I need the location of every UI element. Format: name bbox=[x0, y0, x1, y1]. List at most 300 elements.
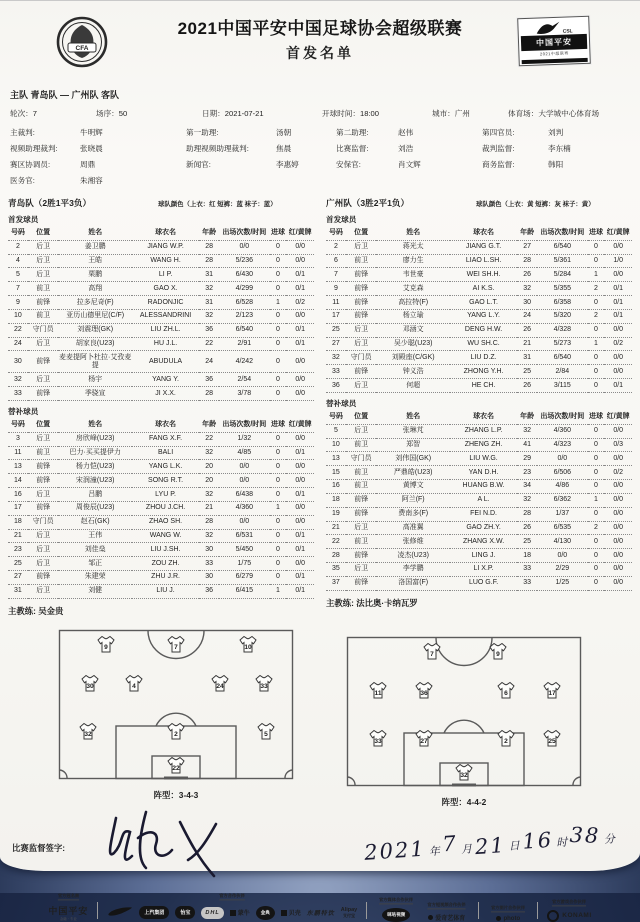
table-cell: 0/0 bbox=[604, 521, 632, 535]
table-cell: 4/242 bbox=[219, 351, 269, 373]
table-cell: LIU ZH.L. bbox=[132, 323, 199, 337]
table-cell: 守门员 bbox=[28, 515, 59, 529]
table-cell: 前锋 bbox=[346, 309, 377, 323]
table-cell: 13 bbox=[326, 452, 346, 466]
table-cell: 0 bbox=[270, 351, 287, 373]
table-cell: 1/75 bbox=[219, 557, 269, 571]
table-cell: 0/2 bbox=[286, 296, 314, 310]
match-info-item bbox=[322, 108, 432, 119]
table-cell: 后卫 bbox=[346, 521, 377, 535]
table-cell: 26 bbox=[517, 379, 537, 393]
player-shirt bbox=[370, 730, 386, 746]
table-cell: 33 bbox=[8, 387, 28, 401]
table-cell: 前锋 bbox=[28, 296, 59, 310]
table-cell: 费南多(F) bbox=[376, 507, 449, 521]
player-row bbox=[326, 466, 632, 480]
player-shirt bbox=[370, 682, 386, 698]
table-cell: 0/0 bbox=[286, 460, 314, 474]
svg-text:30: 30 bbox=[86, 682, 94, 690]
table-cell: 4/360 bbox=[219, 501, 269, 515]
table-cell: 5/284 bbox=[537, 268, 587, 282]
table-cell: YANG L.K. bbox=[132, 460, 199, 474]
table-cell: 0 bbox=[270, 268, 287, 282]
sponsor-strip bbox=[0, 892, 640, 922]
table-cell: 后卫 bbox=[346, 424, 377, 438]
table-cell: 0/0 bbox=[286, 351, 314, 373]
table-cell: 0/0 bbox=[286, 254, 314, 268]
player-shirt bbox=[424, 643, 440, 659]
table-cell: 黄博文 bbox=[376, 480, 449, 494]
svg-text:CFA: CFA bbox=[75, 45, 89, 52]
table-cell: 11 bbox=[8, 446, 28, 460]
table-cell: 王皓 bbox=[58, 254, 131, 268]
table-cell: 李学鹏 bbox=[376, 563, 449, 577]
table-cell: 后卫 bbox=[346, 323, 377, 337]
table-cell: 32 bbox=[199, 282, 219, 296]
official-name: 刘浩 bbox=[398, 144, 414, 153]
table-cell: 7 bbox=[326, 268, 346, 282]
table-cell: 6/535 bbox=[537, 521, 587, 535]
coach-name: 法比奥·卡纳瓦罗 bbox=[356, 597, 418, 608]
table-cell: 0/1 bbox=[604, 379, 632, 393]
player-shirt bbox=[98, 636, 114, 652]
official-name: 朱湘容 bbox=[80, 176, 103, 185]
info-label: 体育场： bbox=[508, 109, 539, 118]
dot-mark-icon bbox=[496, 916, 501, 921]
table-cell: 33 bbox=[326, 365, 346, 379]
table-cell: 6/531 bbox=[219, 529, 269, 543]
player-row bbox=[8, 240, 314, 254]
table-cell: ZHENG ZH. bbox=[450, 438, 517, 452]
info-label: 城市： bbox=[432, 109, 455, 118]
table-cell: 0 bbox=[270, 373, 287, 387]
sponsor-group-label: 官方冠名商 bbox=[57, 893, 79, 899]
svg-text:4: 4 bbox=[132, 682, 136, 690]
official-label: 主裁判: bbox=[10, 128, 35, 137]
table-cell: 2/84 bbox=[537, 365, 587, 379]
starters-label: 首发球员 bbox=[8, 215, 39, 224]
sponsor-dot-logo bbox=[496, 916, 520, 922]
player-row bbox=[326, 424, 632, 438]
substitutes-table bbox=[8, 419, 314, 599]
column-header: 出场次数/时间 bbox=[219, 419, 269, 432]
table-cell: SONG R.T. bbox=[132, 474, 199, 488]
player-row bbox=[8, 515, 314, 529]
table-cell: 0 bbox=[270, 543, 287, 557]
player-row bbox=[326, 438, 632, 452]
column-header: 年龄 bbox=[517, 227, 537, 240]
official-name: 赵伟 bbox=[398, 128, 414, 137]
table-cell: 18 bbox=[8, 515, 28, 529]
table-cell: 0 bbox=[588, 240, 605, 254]
column-header: 姓名 bbox=[376, 227, 449, 240]
svg-text:7: 7 bbox=[174, 643, 178, 651]
date-part: 时 bbox=[555, 835, 568, 850]
table-cell: 14 bbox=[8, 474, 28, 488]
table-cell: 21 bbox=[517, 337, 537, 351]
coach-line bbox=[326, 597, 632, 609]
table-cell: 0/0 bbox=[604, 563, 632, 577]
supervisor-signature bbox=[92, 798, 252, 890]
table-cell: 前锋 bbox=[346, 365, 377, 379]
table-cell: 31 bbox=[199, 268, 219, 282]
table-cell: 0/0 bbox=[219, 515, 269, 529]
player-row bbox=[8, 387, 314, 401]
table-cell: 22 bbox=[8, 323, 28, 337]
player-shirt bbox=[498, 682, 514, 698]
table-cell: 25 bbox=[517, 365, 537, 379]
official-label: 视频助理裁判: bbox=[10, 144, 58, 153]
table-cell: 0/0 bbox=[219, 474, 269, 488]
table-cell: 邹正 bbox=[58, 557, 131, 571]
table-cell: 0 bbox=[588, 365, 605, 379]
table-header-row bbox=[326, 411, 632, 424]
sponsor-group-label: 官方短视频合作伙伴 bbox=[427, 902, 466, 908]
table-cell: 0 bbox=[588, 254, 605, 268]
official-item bbox=[482, 127, 630, 138]
table-cell: 2/54 bbox=[219, 373, 269, 387]
official-label: 助理视频助理裁判: bbox=[186, 144, 249, 153]
table-cell: 0/0 bbox=[286, 309, 314, 323]
table-cell: 后卫 bbox=[28, 240, 59, 254]
official-label: 第二助理: bbox=[336, 128, 369, 137]
csl-brand: 中国平安 bbox=[521, 34, 587, 51]
table-cell: 邓涵文 bbox=[376, 323, 449, 337]
table-cell: 周俊辰(U23) bbox=[58, 501, 131, 515]
table-cell: 0/0 bbox=[286, 515, 314, 529]
table-cell: 高拉特(F) bbox=[376, 296, 449, 310]
table-cell: 1 bbox=[270, 501, 287, 515]
official-item bbox=[186, 159, 336, 170]
player-shirt bbox=[456, 764, 472, 780]
table-cell: 0 bbox=[270, 254, 287, 268]
official-label: 裁判监督: bbox=[482, 144, 515, 153]
player-shirt bbox=[498, 730, 514, 746]
table-cell: 2/123 bbox=[219, 309, 269, 323]
column-header: 号码 bbox=[8, 227, 28, 240]
substitutes-table bbox=[326, 411, 632, 591]
svg-text:17: 17 bbox=[548, 689, 556, 697]
player-row bbox=[8, 474, 314, 488]
table-cell: 姜卫鹏 bbox=[58, 240, 131, 254]
table-cell: 2 bbox=[326, 240, 346, 254]
table-cell: 6/415 bbox=[219, 584, 269, 598]
table-cell: 5/361 bbox=[537, 254, 587, 268]
table-cell: 0 bbox=[270, 529, 287, 543]
table-cell: JI X.X. bbox=[132, 387, 199, 401]
table-cell: 24 bbox=[199, 351, 219, 373]
sponsor-subtext: 支付宝 bbox=[342, 912, 355, 918]
date-part: 2021 bbox=[363, 836, 427, 865]
table-cell: 刘殿座(C/GK) bbox=[376, 351, 449, 365]
table-cell: 0 bbox=[588, 563, 605, 577]
dot-mark-icon bbox=[428, 915, 433, 920]
table-cell: 0/0 bbox=[286, 373, 314, 387]
table-cell: 0 bbox=[588, 438, 605, 452]
player-row bbox=[8, 584, 314, 598]
match-info-item bbox=[10, 108, 96, 119]
table-cell: 32 bbox=[199, 529, 219, 543]
table-cell: 6 bbox=[326, 254, 346, 268]
official-item bbox=[186, 127, 336, 138]
table-cell: 前锋 bbox=[346, 296, 377, 310]
sponsor-group bbox=[48, 892, 88, 922]
table-cell: 16 bbox=[326, 480, 346, 494]
column-header: 位置 bbox=[28, 227, 59, 240]
table-cell: 张修维 bbox=[376, 535, 449, 549]
table-cell: 30 bbox=[8, 351, 28, 373]
table-cell: 28 bbox=[199, 387, 219, 401]
table-cell: WANG W. bbox=[132, 529, 199, 543]
table-cell: 25 bbox=[326, 323, 346, 337]
table-cell: 0 bbox=[588, 535, 605, 549]
away-formation bbox=[346, 636, 582, 808]
table-cell: 35 bbox=[326, 563, 346, 577]
table-cell: 32 bbox=[8, 373, 28, 387]
table-cell: 刘佳燊 bbox=[58, 543, 131, 557]
table-cell: 0 bbox=[588, 296, 605, 310]
official-item bbox=[186, 143, 336, 154]
table-cell: 0 bbox=[588, 351, 605, 365]
date-part: 7 bbox=[441, 831, 459, 857]
table-cell: 17 bbox=[8, 501, 28, 515]
table-cell: 32 bbox=[517, 424, 537, 438]
table-cell: 5/273 bbox=[537, 337, 587, 351]
table-cell: 36 bbox=[326, 379, 346, 393]
table-cell: 0/1 bbox=[286, 337, 314, 351]
table-cell: 27 bbox=[326, 337, 346, 351]
table-cell: 后卫 bbox=[346, 337, 377, 351]
table-cell: 32 bbox=[326, 351, 346, 365]
table-cell: 高准翼 bbox=[376, 521, 449, 535]
sponsor-dot-logo bbox=[428, 913, 465, 922]
table-cell: 6/279 bbox=[219, 571, 269, 585]
table-cell: 0/1 bbox=[604, 282, 632, 296]
table-cell: 36 bbox=[199, 373, 219, 387]
player-shirt bbox=[490, 643, 506, 659]
official-label: 第一助理: bbox=[186, 128, 219, 137]
table-cell: 0/1 bbox=[286, 529, 314, 543]
official-name: 李惠婷 bbox=[276, 160, 299, 169]
table-cell: GAO ZH.Y. bbox=[450, 521, 517, 535]
table-cell: AI K.S. bbox=[450, 282, 517, 296]
table-cell: 36 bbox=[199, 323, 219, 337]
table-cell: 韦世豪 bbox=[376, 268, 449, 282]
table-cell: 21 bbox=[326, 521, 346, 535]
player-row bbox=[8, 296, 314, 310]
info-value: 大学城中心体育场 bbox=[538, 109, 600, 118]
table-cell: 0/1 bbox=[286, 488, 314, 502]
table-cell: 1 bbox=[588, 493, 605, 507]
table-cell: 前卫 bbox=[346, 254, 377, 268]
sponsor-oval-logo: 金典 bbox=[256, 906, 275, 920]
column-header: 位置 bbox=[28, 419, 59, 432]
table-cell: 32 bbox=[517, 282, 537, 296]
table-cell: 前锋 bbox=[28, 501, 59, 515]
table-cell: 1 bbox=[588, 337, 605, 351]
table-cell: 33 bbox=[199, 557, 219, 571]
table-cell: 33 bbox=[517, 563, 537, 577]
player-row bbox=[326, 507, 632, 521]
official-label: 第四官员: bbox=[482, 128, 515, 137]
table-cell: 26 bbox=[517, 268, 537, 282]
team-name-record: 广州队（3胜2平1负） bbox=[326, 198, 410, 208]
match-info-item bbox=[202, 108, 322, 119]
table-cell: 0 bbox=[588, 549, 605, 563]
table-cell: WANG H. bbox=[132, 254, 199, 268]
official-name: 张晓晨 bbox=[80, 144, 103, 153]
table-cell: 前卫 bbox=[28, 282, 59, 296]
home-team-column bbox=[8, 197, 314, 617]
table-cell: 25 bbox=[517, 535, 537, 549]
official-item bbox=[336, 143, 482, 154]
table-cell: 0/0 bbox=[219, 240, 269, 254]
table-cell: ZHOU J.CH. bbox=[132, 501, 199, 515]
sponsor-text: photo bbox=[503, 915, 521, 922]
table-cell: 22 bbox=[326, 535, 346, 549]
table-cell: 0 bbox=[270, 432, 287, 446]
column-header: 红/黄牌 bbox=[604, 411, 632, 424]
table-cell: 0 bbox=[270, 571, 287, 585]
table-cell: 30 bbox=[199, 571, 219, 585]
table-cell: 胡家良(U23) bbox=[58, 337, 131, 351]
player-row bbox=[8, 529, 314, 543]
table-cell: 前卫 bbox=[28, 446, 59, 460]
column-header: 号码 bbox=[8, 419, 28, 432]
player-shirt bbox=[80, 723, 96, 739]
date-part: 年 bbox=[428, 844, 441, 859]
table-cell: 0 bbox=[588, 480, 605, 494]
handwritten-date bbox=[363, 823, 618, 865]
table-cell: 1 bbox=[270, 296, 287, 310]
table-cell: 0/0 bbox=[219, 460, 269, 474]
svg-text:24: 24 bbox=[216, 682, 224, 690]
sponsor-text: 爱奇艺体育 bbox=[435, 915, 466, 922]
table-cell: 15 bbox=[326, 466, 346, 480]
table-cell: 22 bbox=[199, 432, 219, 446]
official-name: 李东楠 bbox=[548, 144, 571, 153]
official-label: 商务监督: bbox=[482, 160, 515, 169]
info-label: 日期： bbox=[202, 109, 225, 118]
table-cell: 28 bbox=[199, 240, 219, 254]
official-label: 医务官: bbox=[10, 176, 35, 185]
table-cell: A L. bbox=[450, 493, 517, 507]
table-cell: 后卫 bbox=[28, 268, 59, 282]
pingan-subtext: 金融 · 专业 bbox=[59, 916, 77, 921]
table-cell: 赵石(GK) bbox=[58, 515, 131, 529]
table-cell: 5 bbox=[8, 268, 28, 282]
table-cell: 麦麦提阿卜杜拉·艾孜麦提 bbox=[58, 351, 131, 373]
table-cell: 0 bbox=[270, 309, 287, 323]
official-name: 韩阳 bbox=[548, 160, 564, 169]
table-cell: 0/2 bbox=[604, 337, 632, 351]
table-cell: 后卫 bbox=[346, 379, 377, 393]
column-header: 球衣名 bbox=[132, 419, 199, 432]
table-header-row bbox=[8, 227, 314, 240]
table-cell: 4/130 bbox=[537, 535, 587, 549]
table-cell: 亚历山德里尼(C/F) bbox=[58, 309, 131, 323]
table-cell: FANG X.F. bbox=[132, 432, 199, 446]
table-cell: 0/1 bbox=[286, 571, 314, 585]
table-cell: 4/360 bbox=[537, 424, 587, 438]
table-cell: 前卫 bbox=[346, 480, 377, 494]
sponsor-items bbox=[547, 910, 591, 922]
player-row bbox=[326, 282, 632, 296]
table-cell: GAO L.T. bbox=[450, 296, 517, 310]
player-row bbox=[326, 493, 632, 507]
table-cell: 32 bbox=[199, 309, 219, 323]
formation-label: 阵型：3-4-3 bbox=[153, 789, 199, 800]
table-cell: 2 bbox=[588, 282, 605, 296]
table-cell: 前卫 bbox=[346, 535, 377, 549]
table-cell: 6/358 bbox=[537, 296, 587, 310]
coach-label: 主教练: bbox=[8, 605, 39, 616]
table-cell: 22 bbox=[199, 337, 219, 351]
table-cell: 后卫 bbox=[346, 563, 377, 577]
table-cell: 0/0 bbox=[604, 493, 632, 507]
table-cell: 0/0 bbox=[604, 424, 632, 438]
match-info-row bbox=[10, 108, 630, 119]
table-cell: 6/430 bbox=[219, 268, 269, 282]
table-cell: ZHONG Y.H. bbox=[450, 365, 517, 379]
table-cell: 前卫 bbox=[346, 466, 377, 480]
table-cell: 0/0 bbox=[537, 549, 587, 563]
table-cell: 前卫 bbox=[28, 309, 59, 323]
player-shirt bbox=[544, 730, 560, 746]
square-mark-icon bbox=[281, 910, 287, 916]
table-cell: ABUDULA bbox=[132, 351, 199, 373]
table-cell: 杨力恺(U23) bbox=[58, 460, 131, 474]
table-cell: 后卫 bbox=[28, 557, 59, 571]
table-cell: WEI SH.H. bbox=[450, 268, 517, 282]
sponsor-text: 蒙牛 bbox=[237, 911, 250, 918]
table-cell: 2 bbox=[588, 521, 605, 535]
table-cell: 王伟 bbox=[58, 529, 131, 543]
official-name: 牛明辉 bbox=[80, 128, 103, 137]
table-cell: 房欣峰(U23) bbox=[58, 432, 131, 446]
info-label: 场序： bbox=[96, 109, 119, 118]
table-cell: 5/355 bbox=[537, 282, 587, 296]
player-row bbox=[8, 501, 314, 515]
table-cell: 后卫 bbox=[28, 529, 59, 543]
table-cell: 蒋光太 bbox=[376, 240, 449, 254]
svg-text:5: 5 bbox=[264, 730, 268, 738]
svg-text:32: 32 bbox=[84, 730, 92, 738]
info-value: 广州 bbox=[454, 109, 470, 118]
player-row bbox=[326, 535, 632, 549]
table-cell: RADONJIC bbox=[132, 296, 199, 310]
official-item bbox=[10, 175, 186, 186]
table-cell: 巴力·买买提伊力 bbox=[58, 446, 131, 460]
column-header: 球衣名 bbox=[450, 411, 517, 424]
svg-text:36: 36 bbox=[420, 689, 428, 697]
sponsor-pill-logo: 上汽集团 bbox=[139, 906, 169, 919]
svg-text:9: 9 bbox=[104, 643, 108, 651]
table-cell: 艾克森 bbox=[376, 282, 449, 296]
table-cell: LYU P. bbox=[132, 488, 199, 502]
player-row bbox=[326, 351, 632, 365]
official-name: 刘判 bbox=[548, 128, 564, 137]
table-cell: 刘伟国(GK) bbox=[376, 452, 449, 466]
table-cell: 0/1 bbox=[286, 584, 314, 598]
info-label: 开球时间： bbox=[322, 109, 360, 118]
team-colors: 球队颜色（上衣：黄 短裤：灰 袜子：黄） bbox=[476, 201, 595, 208]
official-item bbox=[482, 175, 630, 186]
column-header: 红/黄牌 bbox=[286, 227, 314, 240]
table-cell: 24 bbox=[517, 309, 537, 323]
table-cell: FEI N.D. bbox=[450, 507, 517, 521]
table-cell: 1/32 bbox=[219, 432, 269, 446]
